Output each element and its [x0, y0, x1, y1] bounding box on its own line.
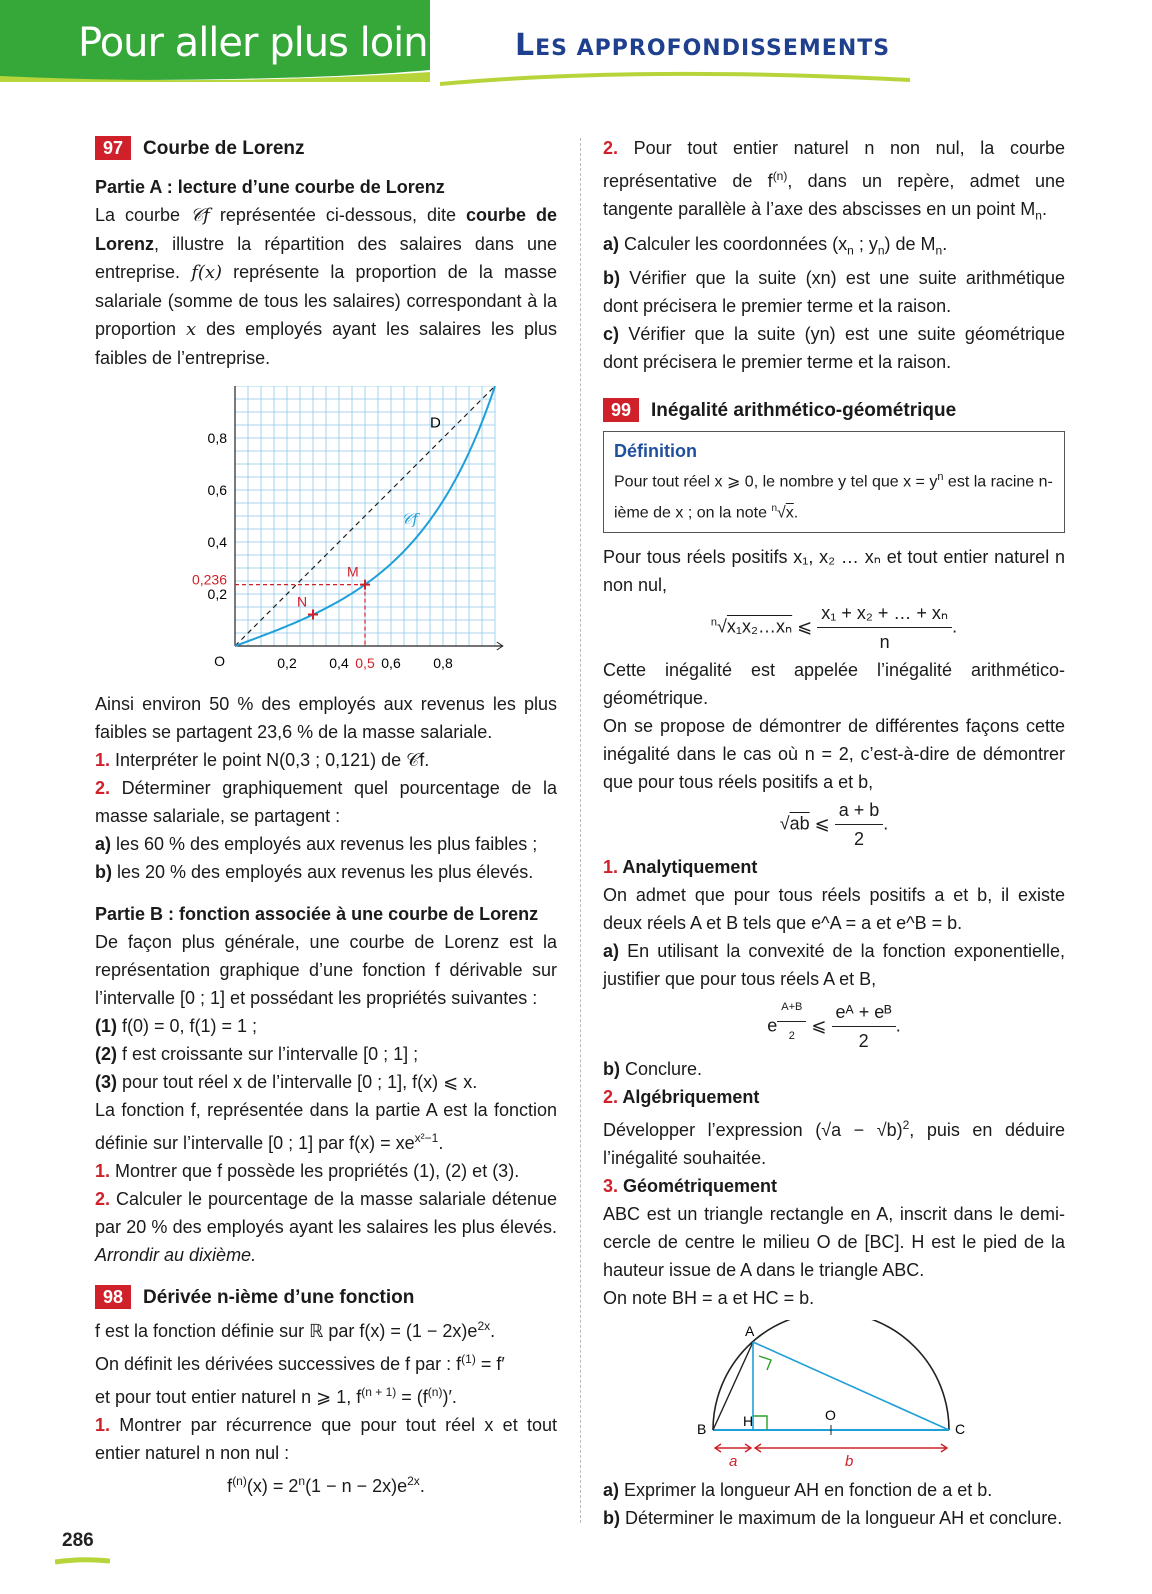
- partB-prop2: (2) f est croissante sur l’intervalle [0 ; 1] ;: [95, 1044, 419, 1064]
- y-tick-label: 0,2: [207, 586, 227, 602]
- ex98-qb: b) Vérifier que la suite (xn) est une suite arithmétique dont précisera le premier terme et la raison.: [603, 268, 1065, 317]
- ex99-s1: 1. Analytiquement: [603, 856, 758, 877]
- right-column: [603, 134, 1065, 1532]
- y-mark-label: 0,236: [191, 571, 227, 588]
- ex99-s3: 3. Géométriquement: [603, 1176, 778, 1196]
- lorenz-chart: [165, 386, 585, 686]
- point-M-label: M: [347, 563, 359, 580]
- x-tick-label: 0,4: [329, 655, 349, 671]
- definition-text: Pour tout réel x ⩾ 0, le nombre y tel que $x = y^n$ est la racine n-ième de x ; on la note $^n$√x.: [614, 471, 1053, 521]
- partB-prop1: (1) f(0) = 0, f(1) = 1 ;: [95, 1016, 258, 1036]
- section-underline: [440, 66, 910, 88]
- ex98-q1: 1. Montrer par récurrence que pour tout réel x et tout entier naturel n non nul :: [95, 1415, 557, 1463]
- ex99-s3b: b) Déterminer le maximum de la longueur AH et conclure.: [603, 1508, 1063, 1528]
- y-tick-label: 0,8: [207, 430, 227, 446]
- curve-Cf-label: 𝒞f: [401, 509, 418, 528]
- ex97-header: [95, 134, 557, 163]
- definition-box: [603, 431, 1065, 533]
- ex98-title: Dérivée n-ième d’une fonction: [143, 1287, 415, 1308]
- point-N: [308, 610, 318, 620]
- ex99-after-ineq: Cette inégalité est appelée l’inégalité arithmético-géométrique.: [603, 659, 1065, 708]
- label-H: H: [743, 1413, 754, 1429]
- ex98-formula: $f^{(n)}(x) = 2^n(1 - n - 2x)e^{2x}$.: [227, 1474, 425, 1496]
- column-divider: [580, 138, 581, 1523]
- page-number-underline: [55, 1556, 110, 1566]
- ex97-title: Courbe de Lorenz: [143, 138, 305, 159]
- label-a: a: [729, 1453, 738, 1470]
- label-B: B: [697, 1421, 707, 1437]
- partB-prop3: (3) pour tout réel x de l’intervalle [0 ; 1], f(x) ⩽ x.: [95, 1072, 478, 1092]
- triangle-figure: [693, 1320, 993, 1470]
- ex97-number: 97: [95, 136, 131, 160]
- ex99-s1-text: On admet que pour tous réels positifs a et b, il existe deux réels A et B tels que e^A = a et e^B = b.: [603, 884, 1065, 933]
- ex99-s3-text: ABC est un triangle rectangle en A, inscrit dans le demi-cercle de centre le milieu O de [BC]. H est le pied de la hauteur issue de A dans le triangle ABC.: [603, 1204, 1065, 1280]
- label-A: A: [745, 1323, 755, 1339]
- ex98-line3: et pour tout entier naturel n ⩾ 1, $f^{(n + 1)} = (f^{(n)})'$.: [95, 1385, 457, 1407]
- partB-definition: La fonction f, représentée dans la partie A est la fonction définie sur l’intervalle [0 ; 1] par $f(x) = xe^{x^2-1}$.: [95, 1100, 557, 1153]
- ex98-qc: c) Vérifier que la suite (yn) est une suite géométrique dont précisera le premier terme et la raison.: [603, 324, 1065, 373]
- y-tick-label: 0,4: [207, 534, 227, 550]
- x-mark-label: 0,5: [355, 655, 375, 671]
- ex99-inequality-3: e $^{\frac{A+B}{2}}$ ⩽ $\frac{\text{eᴬ + eᴮ}}{2}$ .: [603, 993, 1065, 1055]
- ex99-inequality-n: $^n$√x₁x₂…xₙ ⩽ $\frac{\text{x₁ + x₂ + … + xₙ}}{n}$ .: [603, 599, 1065, 656]
- line-D-label: D: [430, 414, 441, 432]
- ex99-s2: 2. Algébriquement: [603, 1087, 760, 1107]
- label-O: O: [825, 1407, 836, 1423]
- ex98-line2: On définit les dérivées successives de f par : $f^{(1)} = f'$: [95, 1352, 505, 1374]
- ex99-proposal: On se propose de démontrer de différentes façons cette inégalité dans le cas où n = 2, c’est-à-dire de démontrer que pour tous réels positifs a et b,: [603, 715, 1065, 792]
- ex97-q2a: a) les 60 % des employés aux revenus les plus faibles ;: [95, 834, 538, 854]
- x-tick-label: 0,8: [433, 655, 453, 671]
- ex97-q2b: b) les 20 % des employés aux revenus les plus élevés.: [95, 862, 534, 882]
- ex99-s3-note: On note BH = a et HC = b.: [603, 1288, 815, 1308]
- partB-intro: De façon plus générale, une courbe de Lorenz est la représentation graphique d’une fonction f dérivable sur l’intervalle [0 ; 1] et possédant les propriétés suivantes :: [95, 932, 557, 1008]
- partB-q1: 1. Montrer que f possède les propriétés (1), (2) et (3).: [95, 1161, 520, 1181]
- ex99-header: [603, 396, 1065, 425]
- ex98-line1: f est la fonction définie sur ℝ par $f(x) = (1 - 2x)e^{2x}$.: [95, 1319, 496, 1341]
- ex99-s1b: b) Conclure.: [603, 1059, 703, 1079]
- ex98-qa: a) Calculer les coordonnées ($x_n$ ; $y_n$) de $M_n$.: [603, 233, 948, 258]
- point-N-label: N: [297, 593, 308, 610]
- origin-label: O: [214, 653, 225, 669]
- section-title: LES APPROFONDISSEMENTS: [515, 28, 891, 63]
- partA-title: Partie A : lecture d’une courbe de Lorenz: [95, 177, 445, 197]
- ex99-s1a: a) En utilisant la convexité de la fonction exponentielle, justifier que pour tous réels A et B,: [603, 940, 1065, 989]
- definition-title: Définition: [614, 441, 697, 462]
- label-C: C: [955, 1421, 966, 1437]
- ex99-intro: Pour tous réels positifs x₁, x₂ … xₙ et tout entier naturel n non nul,: [603, 546, 1065, 595]
- ex97-after-graph: Ainsi environ 50 % des employés aux revenus les plus faibles se partagent 23,6 % de la masse salariale.: [95, 694, 557, 742]
- ex99-number: 99: [603, 398, 639, 422]
- y-tick-label: 0,6: [207, 482, 227, 498]
- ex97-intro: La courbe 𝒞f représentée ci-dessous, dite courbe de Lorenz, illustre la répartition des salaires dans une entreprise. f(x) représente la proportion de la masse salariale (somme de tous les salaires) correspondant à la proportion x des employés ayant les salaires les plus faibles de l’entreprise.: [95, 205, 558, 368]
- ex99-inequality-2: √ab ⩽ $\frac{a + b}{2}$ .: [603, 796, 1065, 853]
- ex97-q1: 1. Interpréter le point N(0,3 ; 0,121) de 𝒞f.: [95, 750, 430, 770]
- ex99-s2-text: Développer l’expression $(√a - √b)^2$, puis en déduire l’inégalité souhaitée.: [603, 1118, 1065, 1168]
- ex97-q2: 2. Déterminer graphiquement quel pourcentage de la masse salariale, se partagent :: [95, 778, 557, 826]
- ex99-s3a: a) Exprimer la longueur AH en fonction de a et b.: [603, 1480, 993, 1500]
- ex98-q2: 2. Pour tout entier naturel n non nul, la courbe représentative de $f^{(n)}$, dans un repère, admet une tangente parallèle à l’axe des abscisses en un point $M_n$.: [603, 138, 1065, 223]
- exercise-97: [95, 134, 557, 1500]
- x-tick-label: 0,6: [381, 655, 401, 671]
- label-b: b: [845, 1453, 854, 1470]
- page-number: 286: [62, 1530, 94, 1551]
- x-tick-label: 0,2: [277, 655, 297, 671]
- ex99-title: Inégalité arithmético-géométrique: [651, 400, 957, 422]
- banner-title: Pour aller plus loin: [78, 20, 428, 66]
- partB-title: Partie B : fonction associée à une courbe de Lorenz: [95, 904, 539, 924]
- partB-q2: 2. Calculer le pourcentage de la masse salariale détenue par 20 % des employés ayant les salaires les plus élevés. Arrondir au dixième.: [95, 1189, 557, 1265]
- ex98-number: 98: [95, 1285, 131, 1309]
- ex98-header: [95, 1283, 557, 1312]
